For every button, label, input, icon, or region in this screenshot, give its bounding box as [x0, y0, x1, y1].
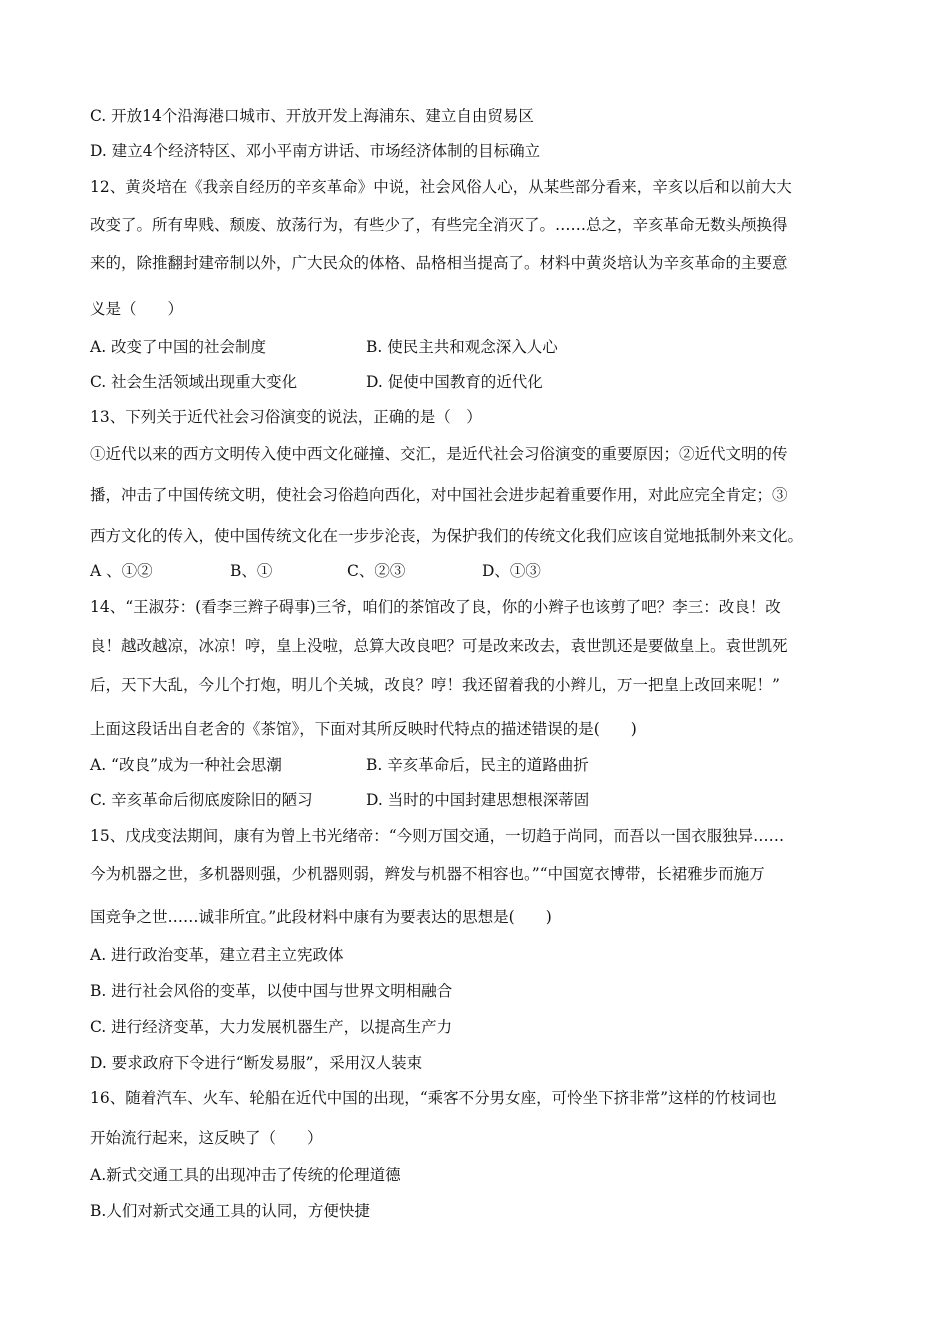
q12-option-b: B. 使民主共和观念深入人心 — [366, 338, 558, 356]
q14-stem-line-2: 良！越改越凉，冰凉！哼，皇上没啦，总算大改良吧？可是改来改去，袁世凯还是要做皇上。袁世凯死 — [90, 637, 788, 655]
q12-stem-line-2: 改变了。所有卑贱、颓废、放荡行为，有些少了，有些完全消灭了。……总之，辛亥革命无数头颅换得 — [90, 216, 788, 234]
q12-option-d: D. 促使中国教育的近代化 — [366, 373, 543, 391]
q15-option-c: C. 进行经济变革，大力发展机器生产，以提高生产力 — [90, 1018, 453, 1036]
q13-stem-line-2: ①近代以来的西方文明传入使中西文化碰撞、交汇，是近代社会习俗演变的重要原因；②近代文明的传 — [90, 445, 788, 463]
q13-option-a: A 、①② — [90, 562, 153, 580]
q12-stem-line-1: 12、黄炎培在《我亲自经历的辛亥革命》中说，社会风俗人心，从某些部分看来，辛亥以后和以前大大 — [90, 178, 792, 196]
q16-stem-line-2: 开始流行起来，这反映了（ ） — [90, 1129, 323, 1147]
q13-option-c: C、②③ — [347, 562, 406, 580]
q14-option-d: D. 当时的中国封建思想根深蒂固 — [366, 791, 590, 809]
q14-stem-line-1: 14、“王淑芬：(看李三辫子碍事)三爷，咱们的茶馆改了良，你的小辫子也该剪了吧？李三：改良！改 — [90, 598, 781, 616]
q15-option-d: D. 要求政府下令进行“断发易服”，采用汉人装束 — [90, 1054, 423, 1072]
q16-option-a: A.新式交通工具的出现冲击了传统的伦理道德 — [90, 1166, 401, 1184]
q12-stem-line-3: 来的，除推翻封建帝制以外，广大民众的体格、品格相当提高了。材料中黄炎培认为辛亥革命的主要意 — [90, 254, 788, 272]
q15-stem-line-2: 今为机器之世，多机器则强，少机器则弱，辫发与机器不相容也。”“中国宽衣博带，长裙雅步而施万 — [90, 865, 765, 883]
q15-stem-line-1: 15、戊戌变法期间，康有为曾上书光绪帝：“今则万国交通，一切趋于尚同，而吾以一国衣服独异…… — [90, 827, 785, 845]
q14-option-c: C. 辛亥革命后彻底废除旧的陋习 — [90, 791, 313, 809]
q16-stem-line-1: 16、随着汽车、火车、轮船在近代中国的出现，“乘客不分男女座，可怜坐下挤非常”这样的竹枝词也 — [90, 1089, 777, 1107]
q14-option-a: A. “改良”成为一种社会思潮 — [90, 756, 282, 774]
q14-stem-line-3: 后，天下大乱，今儿个打炮，明儿个关城，改良？哼！我还留着我的小辫儿，万一把皇上改回来呢！” — [90, 676, 780, 694]
q13-stem-line-4: 西方文化的传入，使中国传统文化在一步步沦丧，为保护我们的传统文化我们应该自觉地抵制外来文化。 — [90, 527, 804, 545]
q16-option-b: B.人们对新式交通工具的认同，方便快捷 — [90, 1202, 370, 1220]
q15-option-b: B. 进行社会风俗的变革，以使中国与世界文明相融合 — [90, 982, 453, 1000]
q11-option-c: C. 开放14个沿海港口城市、开放开发上海浦东、建立自由贸易区 — [90, 107, 534, 125]
q13-option-d: D、①③ — [482, 562, 541, 580]
q11-option-d: D. 建立4个经济特区、邓小平南方讲话、市场经济体制的目标确立 — [90, 142, 541, 160]
q15-stem-line-3: 国竞争之世……诚非所宜。”此段材料中康有为要表达的思想是( ) — [90, 908, 552, 926]
q15-option-a: A. 进行政治变革，建立君主立宪政体 — [90, 946, 344, 964]
q12-stem-line-4: 义是（ ） — [90, 300, 184, 318]
q12-option-a: A. 改变了中国的社会制度 — [90, 338, 267, 356]
q12-option-c: C. 社会生活领域出现重大变化 — [90, 373, 298, 391]
q13-option-b: B、① — [230, 562, 273, 580]
q13-stem-line-3: 播，冲击了中国传统文明，使社会习俗趋向西化，对中国社会进步起着重要作用，对此应完全肯定；③ — [90, 486, 788, 504]
q14-option-b: B. 辛亥革命后，民主的道路曲折 — [366, 756, 589, 774]
q13-stem-line-1: 13、下列关于近代社会习俗演变的说法，正确的是（ ） — [90, 408, 482, 426]
q14-stem-line-4: 上面这段话出自老舍的《茶馆》，下面对其所反映时代特点的描述错误的是( ) — [90, 720, 637, 738]
